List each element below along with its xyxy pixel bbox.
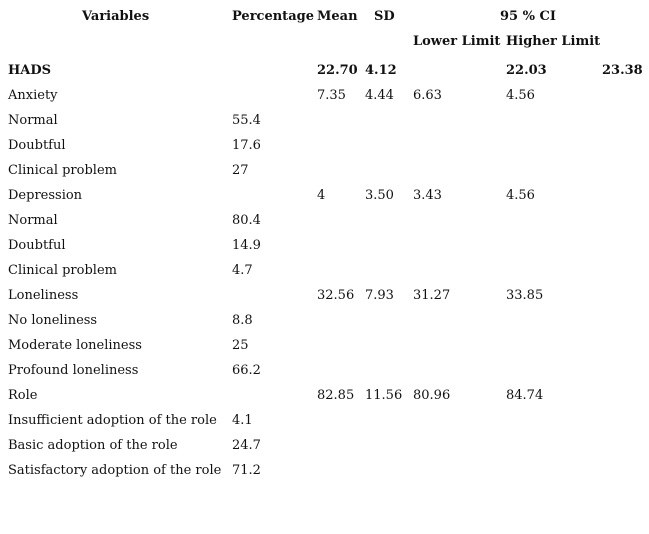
row-percentage: 66.2 [232,363,261,378]
row-mean: 32.56 [317,288,355,303]
row-higher-limit: 4.56 [506,88,535,103]
row-mean: 4 [317,188,326,203]
row-label: Clinical problem [8,263,117,278]
row-label: HADS [8,63,52,78]
row-mean: 7.35 [317,88,346,103]
row-higher-limit: 22.03 [506,63,547,78]
row-percentage: 14.9 [232,238,261,253]
row-label: Anxiety [8,88,58,103]
table-row [0,184,649,209]
row-sd: 4.44 [365,88,394,103]
row-percentage: 4.7 [232,263,253,278]
row-percentage: 17.6 [232,138,261,153]
row-higher-limit: 84.74 [506,388,544,403]
table-row [0,109,649,134]
row-sd: 3.50 [365,188,394,203]
row-label: Doubtful [8,138,66,153]
row-sd: 7.93 [365,288,394,303]
table-row [0,309,649,334]
row-label: Insufficient adoption of the role [8,413,217,428]
row-mean: 22.70 [317,63,358,78]
row-percentage: 27 [232,163,249,178]
row-label: Role [8,388,38,403]
row-extra-value: 23.38 [602,63,643,78]
row-label: Clinical problem [8,163,117,178]
row-label: Loneliness [8,288,79,303]
table-row [0,459,649,484]
row-lower-limit: 31.27 [413,288,451,303]
row-percentage: 25 [232,338,249,353]
table-row [0,434,649,459]
table-row [0,259,649,284]
row-label: No loneliness [8,313,98,328]
header-percentage: Percentage [232,9,314,24]
row-percentage: 8.8 [232,313,253,328]
row-percentage: 80.4 [232,213,261,228]
row-label: Doubtful [8,238,66,253]
row-percentage: 4.1 [232,413,253,428]
table-row [0,84,649,109]
row-percentage: 24.7 [232,438,261,453]
table-row [0,334,649,359]
row-label: Normal [8,213,58,228]
header-mean: Mean [317,9,358,24]
header-higher-limit: Higher Limit [506,34,601,49]
row-sd: 4.12 [365,63,397,78]
header-sd: SD [374,9,395,24]
table-row [0,284,649,309]
header-95ci: 95 % CI [500,9,556,24]
row-percentage: 55.4 [232,113,261,128]
table-row [0,359,649,384]
row-label: Basic adoption of the role [8,438,178,453]
table-row [0,59,649,84]
row-higher-limit: 4.56 [506,188,535,203]
row-label: Profound loneliness [8,363,139,378]
row-lower-limit: 3.43 [413,188,442,203]
row-label: Depression [8,188,83,203]
table-row [0,134,649,159]
table-row [0,209,649,234]
row-mean: 82.85 [317,388,355,403]
table-row [0,234,649,259]
header-variables: Variables [82,9,150,24]
table-row [0,409,649,434]
row-higher-limit: 33.85 [506,288,544,303]
row-sd: 11.56 [365,388,403,403]
row-label: Normal [8,113,58,128]
row-lower-limit: 80.96 [413,388,451,403]
table-row [0,159,649,184]
row-percentage: 71.2 [232,463,261,478]
table-row [0,384,649,409]
row-label: Satisfactory adoption of the role [8,463,222,478]
row-lower-limit: 6.63 [413,88,442,103]
row-label: Moderate loneliness [8,338,142,353]
header-lower-limit: Lower Limit [413,34,501,49]
